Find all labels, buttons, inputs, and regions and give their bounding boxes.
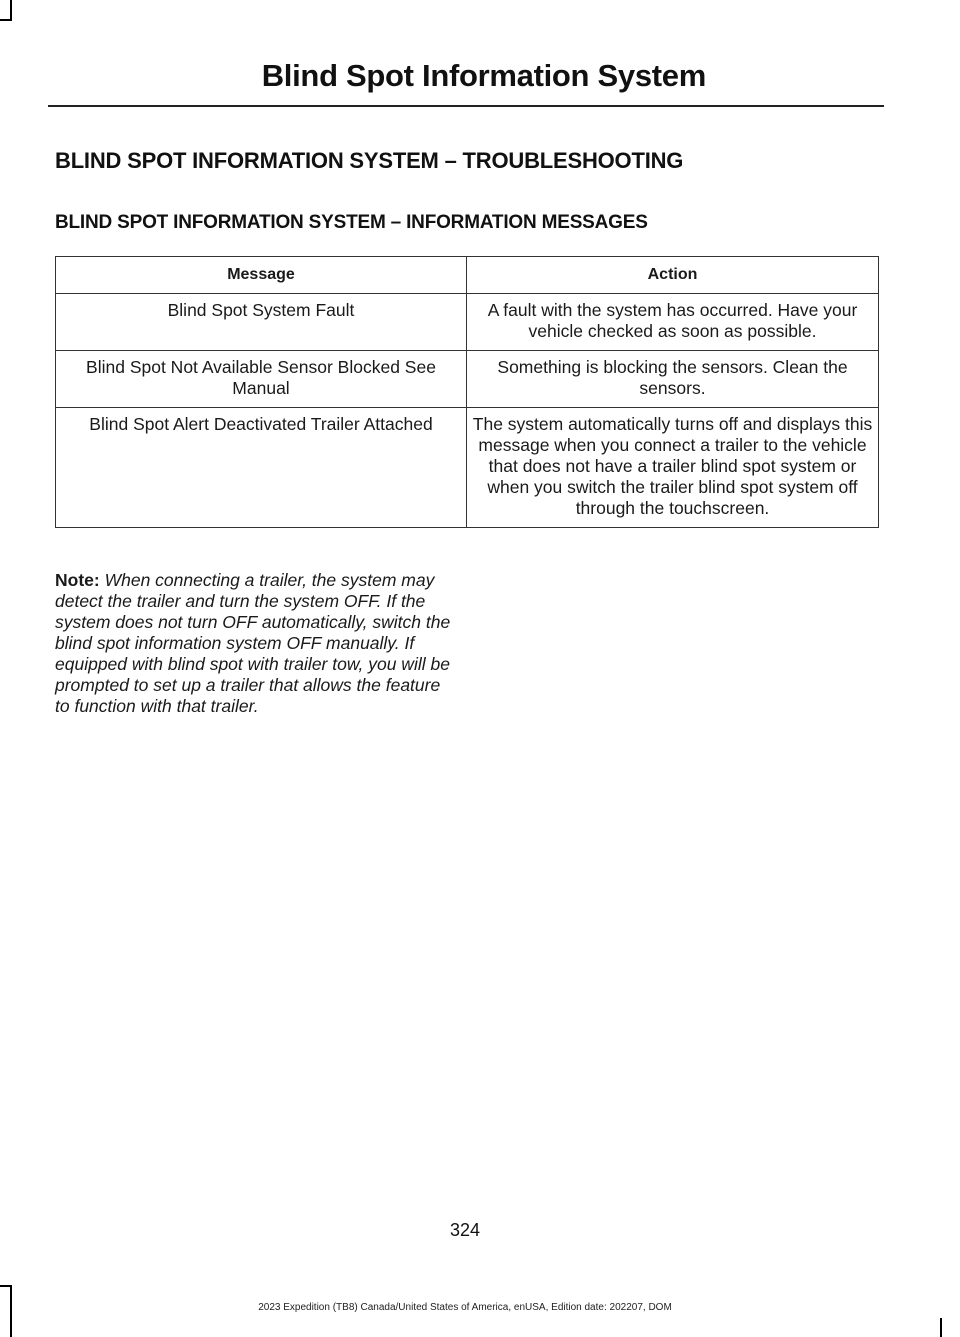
message-cell: Blind Spot Alert Deactivated Trailer Attached bbox=[56, 408, 467, 528]
table-header-row bbox=[56, 257, 879, 294]
note-label: Note: bbox=[55, 570, 100, 590]
header-divider bbox=[48, 105, 884, 107]
crop-mark-top-left-horizontal bbox=[0, 19, 12, 21]
note-text: When connecting a trailer, the system may detect the trailer and turn the system OFF. If the system does not turn OFF automatically, switch the blind spot information system OFF manually. If equipped with blind spot with trailer tow, you will be prompted to set up a trailer that allows the feature to function with that trailer. bbox=[55, 570, 451, 716]
message-cell: Blind Spot System Fault bbox=[56, 294, 467, 351]
crop-mark-bottom-right bbox=[940, 1318, 942, 1337]
section-title: Blind Spot Information System bbox=[261, 58, 706, 93]
table-row bbox=[56, 408, 879, 528]
action-cell: The system automatically turns off and displays this message when you connect a trailer to the vehicle that does not have a trailer blind spot system or when you switch the trailer blind spot system off through the touchscreen. bbox=[467, 408, 879, 528]
footer-edition-info: 2023 Expedition (TB8) Canada/United States of America, enUSA, Edition date: 202207, DOM bbox=[258, 1302, 672, 1313]
column-header-action: Action bbox=[467, 257, 879, 294]
table-row bbox=[56, 294, 879, 351]
table-row bbox=[56, 351, 879, 408]
information-messages-table bbox=[55, 256, 879, 528]
column-header-message: Message bbox=[56, 257, 467, 294]
page-number: 324 bbox=[449, 1220, 481, 1240]
message-cell: Blind Spot Not Available Sensor Blocked See Manual bbox=[56, 351, 467, 408]
crop-mark-bottom-left-horizontal bbox=[0, 1285, 12, 1287]
page-heading: BLIND SPOT INFORMATION SYSTEM – TROUBLESHOOTING bbox=[55, 148, 684, 173]
action-cell: A fault with the system has occurred. Have your vehicle checked as soon as possible. bbox=[467, 294, 879, 351]
crop-mark-top-left bbox=[10, 0, 12, 20]
table-heading: BLIND SPOT INFORMATION SYSTEM – INFORMATION MESSAGES bbox=[55, 212, 648, 233]
note-paragraph bbox=[55, 570, 455, 717]
action-cell: Something is blocking the sensors. Clean the sensors. bbox=[467, 351, 879, 408]
